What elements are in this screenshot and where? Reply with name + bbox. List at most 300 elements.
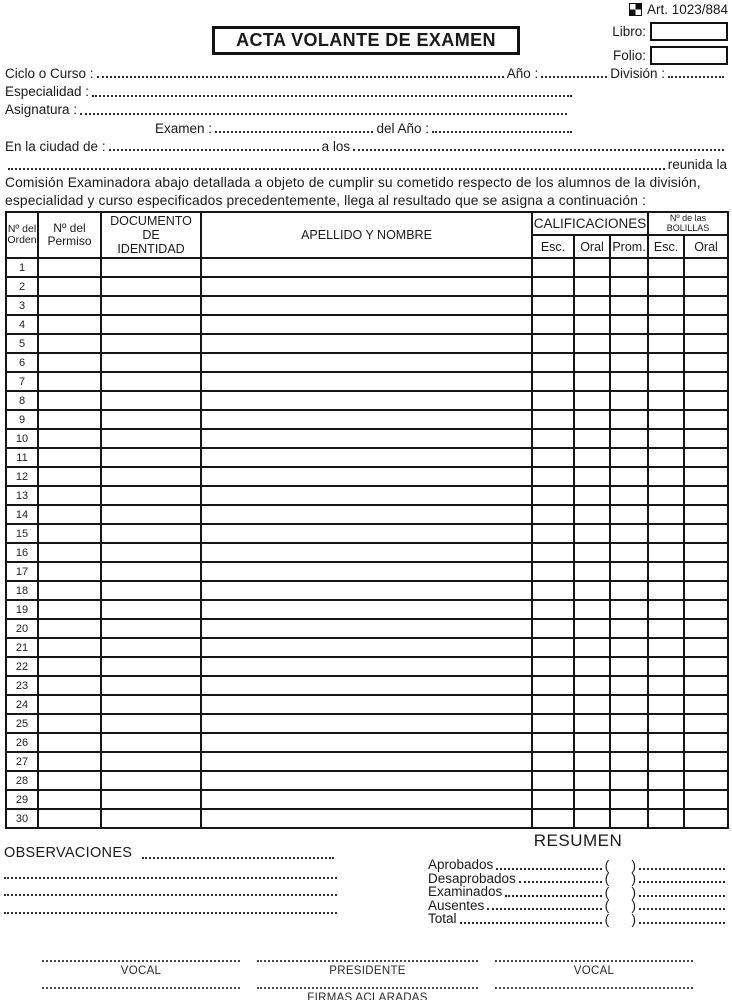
entry-cell (38, 334, 101, 353)
row-number-cell: 11 (6, 448, 38, 467)
entry-cell (38, 277, 101, 296)
entry-cell (101, 353, 201, 372)
table-row (6, 505, 728, 524)
entry-cell (532, 524, 574, 543)
resumen-item (428, 910, 728, 927)
entry-cell (648, 448, 684, 467)
entry-cell (201, 448, 532, 467)
row-number-cell: 13 (6, 486, 38, 505)
entry-cell (648, 543, 684, 562)
entry-cell (610, 790, 648, 809)
entry-cell (38, 581, 101, 600)
entry-cell (101, 410, 201, 429)
entry-cell (101, 809, 201, 828)
entry-cell (201, 657, 532, 676)
table-row (6, 562, 728, 581)
form-reference-block (612, 2, 728, 65)
entry-cell (101, 372, 201, 391)
entry-cell (38, 657, 101, 676)
table-body (6, 258, 728, 828)
ciudad-label: En la ciudad de : (5, 138, 106, 154)
entry-cell (101, 505, 201, 524)
entry-cell (38, 486, 101, 505)
entry-cell (574, 600, 610, 619)
entry-cell (532, 600, 574, 619)
entry-cell (610, 277, 648, 296)
entry-cell (101, 524, 201, 543)
entry-cell (648, 467, 684, 486)
entry-cell (574, 277, 610, 296)
entry-cell (610, 353, 648, 372)
table-row (6, 676, 728, 695)
entry-cell (648, 695, 684, 714)
entry-cell (648, 391, 684, 410)
entry-cell (201, 296, 532, 315)
entry-cell (648, 372, 684, 391)
entry-cell (201, 771, 532, 790)
row-number-cell: 30 (6, 809, 38, 828)
observaciones-header-line (4, 846, 337, 861)
entry-cell (648, 334, 684, 353)
signature-line (495, 958, 693, 962)
entry-cell (101, 448, 201, 467)
entry-cell (101, 315, 201, 334)
resumen-title: RESUMEN (533, 831, 623, 850)
table-row (6, 714, 728, 733)
entry-cell (532, 296, 574, 315)
entry-cell (101, 752, 201, 771)
entry-cell (574, 524, 610, 543)
entry-cell (101, 771, 201, 790)
entry-cell (38, 733, 101, 752)
entry-cell (684, 562, 728, 581)
entry-cell (201, 619, 532, 638)
entry-cell (201, 334, 532, 353)
table-row (6, 429, 728, 448)
row-number-cell: 19 (6, 600, 38, 619)
entry-cell (532, 676, 574, 695)
entry-cell (201, 524, 532, 543)
anio-label: Año : (506, 65, 539, 81)
firmas-aclaradas-label: FIRMAS ACLARADAS (307, 992, 428, 1000)
entry-cell (101, 543, 201, 562)
subheader-prom: Prom. (610, 235, 648, 258)
entry-cell (648, 353, 684, 372)
entry-cell (101, 486, 201, 505)
row-number-cell: 27 (6, 752, 38, 771)
asignatura-label: Asignatura : (5, 102, 78, 118)
dotted-fill (519, 881, 602, 883)
entry-cell (201, 695, 532, 714)
entry-cell (101, 638, 201, 657)
row-number-cell: 3 (6, 296, 38, 315)
entry-cell (201, 752, 532, 771)
entry-cell (648, 429, 684, 448)
subheader-esc-calif: Esc. (532, 235, 574, 258)
entry-cell (101, 581, 201, 600)
open-paren: ( (604, 910, 610, 927)
entry-cell (684, 733, 728, 752)
entry-cell (38, 695, 101, 714)
examen-blank (215, 131, 373, 133)
entry-cell (201, 315, 532, 334)
entry-cell (532, 467, 574, 486)
entry-cell (574, 467, 610, 486)
entry-cell (648, 581, 684, 600)
dotted-fill (496, 868, 601, 870)
entry-cell (532, 505, 574, 524)
entry-cell (648, 296, 684, 315)
entry-cell (574, 543, 610, 562)
entry-cell (101, 258, 201, 277)
paragraph-line-2 (5, 192, 727, 210)
table-header (6, 212, 728, 258)
entry-cell (648, 410, 684, 429)
entry-cell (532, 277, 574, 296)
signature-line (257, 958, 478, 962)
folio-box (650, 46, 728, 65)
row-number-cell: 28 (6, 771, 38, 790)
entry-cell (610, 638, 648, 657)
firma-aclarada-left (42, 985, 240, 1000)
entry-cell (684, 296, 728, 315)
entry-cell (101, 733, 201, 752)
entry-cell (610, 391, 648, 410)
dotted-fill (505, 895, 601, 897)
row-number-cell: 24 (6, 695, 38, 714)
entry-cell (574, 676, 610, 695)
table-row (6, 657, 728, 676)
col-header-permiso: Nº del Permiso (38, 212, 101, 258)
entry-cell (684, 334, 728, 353)
entry-cell (610, 619, 648, 638)
row-number-cell: 10 (6, 429, 38, 448)
row-number-cell: 29 (6, 790, 38, 809)
dotted-fill (639, 868, 725, 870)
entry-cell (610, 657, 648, 676)
entry-cell (201, 809, 532, 828)
entry-cell (574, 258, 610, 277)
vocal-left-label: VOCAL (120, 965, 162, 977)
entry-cell (684, 353, 728, 372)
form-fields (5, 64, 727, 210)
entry-cell (574, 638, 610, 657)
observaciones-blank-line (4, 879, 337, 897)
observaciones-label: OBSERVACIONES (4, 844, 133, 861)
entry-cell (684, 524, 728, 543)
entry-cell (201, 543, 532, 562)
del-anio-label: del Año : (376, 120, 429, 136)
entry-cell (201, 733, 532, 752)
entry-cell (201, 467, 532, 486)
entry-cell (648, 638, 684, 657)
entry-cell (574, 752, 610, 771)
row-number-cell: 25 (6, 714, 38, 733)
especialidad-blank (92, 95, 572, 97)
firma-aclarada-center (257, 985, 478, 1000)
entry-cell (532, 714, 574, 733)
form-title-box (212, 26, 520, 55)
entry-cell (38, 429, 101, 448)
checker-stamp-icon (629, 3, 642, 16)
entry-cell (684, 258, 728, 277)
table-row (6, 258, 728, 277)
entry-cell (684, 315, 728, 334)
entry-cell (532, 733, 574, 752)
entry-cell (574, 733, 610, 752)
libro-label: Libro: (612, 24, 646, 39)
entry-cell (38, 752, 101, 771)
entry-cell (532, 334, 574, 353)
row-number-cell: 22 (6, 657, 38, 676)
entry-cell (38, 391, 101, 410)
reunida-blank (8, 168, 665, 170)
entry-cell (201, 714, 532, 733)
a-los-label: a los (321, 138, 351, 154)
ciclo-curso-blank (97, 76, 504, 78)
entry-cell (532, 448, 574, 467)
entry-cell (101, 562, 201, 581)
table-row (6, 600, 728, 619)
entry-cell (532, 486, 574, 505)
open-paren: ( (604, 883, 610, 900)
entry-cell (101, 657, 201, 676)
entry-cell (610, 467, 648, 486)
entry-cell (38, 315, 101, 334)
table-row (6, 733, 728, 752)
entry-cell (684, 809, 728, 828)
entry-cell (610, 543, 648, 562)
entry-cell (684, 771, 728, 790)
resumen-list (428, 856, 728, 927)
dotted-fill (487, 908, 601, 910)
row-number-cell: 23 (6, 676, 38, 695)
entry-cell (38, 505, 101, 524)
entry-cell (38, 562, 101, 581)
field-line-curso (5, 64, 727, 82)
table-row (6, 619, 728, 638)
field-line-asignatura (5, 101, 570, 119)
resumen-section (428, 831, 728, 927)
entry-cell (201, 277, 532, 296)
observaciones-section (4, 846, 337, 914)
close-paren: ) (631, 856, 636, 873)
table-row (6, 315, 728, 334)
entry-cell (648, 809, 684, 828)
libro-box (650, 22, 728, 41)
entry-cell (574, 657, 610, 676)
entry-cell (574, 809, 610, 828)
entry-cell (684, 372, 728, 391)
table-row (6, 353, 728, 372)
entry-cell (610, 676, 648, 695)
entry-cell (648, 562, 684, 581)
entry-cell (574, 562, 610, 581)
entry-cell (648, 486, 684, 505)
ciclo-curso-label: Ciclo o Curso : (5, 65, 94, 81)
entry-cell (101, 467, 201, 486)
entry-cell (101, 619, 201, 638)
entry-cell (684, 467, 728, 486)
firma-aclarada-right (495, 985, 693, 1000)
entry-cell (684, 695, 728, 714)
presidente-label: PRESIDENTE (329, 965, 406, 977)
close-paren: ) (631, 910, 636, 927)
signature-row (42, 958, 693, 977)
entry-cell (684, 676, 728, 695)
entry-cell (610, 581, 648, 600)
row-number-cell: 17 (6, 562, 38, 581)
entry-cell (574, 353, 610, 372)
entry-cell (532, 353, 574, 372)
table-row (6, 334, 728, 353)
entry-cell (38, 524, 101, 543)
entry-cell (610, 695, 648, 714)
dotted-fill (639, 895, 725, 897)
entry-cell (610, 562, 648, 581)
clarified-signatures-row (42, 985, 693, 1000)
col-header-documento: DOCUMENTO DE IDENTIDAD (101, 212, 201, 258)
entry-cell (684, 505, 728, 524)
dotted-fill (639, 922, 725, 924)
article-reference (612, 2, 728, 17)
entry-cell (532, 638, 574, 657)
form-title: ACTA VOLANTE DE EXAMEN (236, 30, 496, 50)
observaciones-blank-line (4, 896, 337, 914)
reunida-label: reunida la (667, 157, 727, 173)
entry-cell (532, 619, 574, 638)
row-number-cell: 12 (6, 467, 38, 486)
table-row (6, 467, 728, 486)
entry-cell (201, 258, 532, 277)
entry-cell (684, 752, 728, 771)
subheader-oral-calif: Oral (574, 235, 610, 258)
entry-cell (648, 771, 684, 790)
table-row (6, 448, 728, 467)
entry-cell (648, 657, 684, 676)
entry-cell (574, 391, 610, 410)
dotted-fill (639, 881, 725, 883)
entry-cell (610, 752, 648, 771)
entry-cell (648, 524, 684, 543)
resumen-item-label: Ausentes (428, 897, 485, 913)
entry-cell (610, 771, 648, 790)
entry-cell (201, 372, 532, 391)
row-number-cell: 6 (6, 353, 38, 372)
division-label: División : (610, 65, 665, 81)
entry-cell (574, 410, 610, 429)
del-anio-blank (432, 131, 572, 133)
entry-cell (648, 258, 684, 277)
entry-cell (38, 467, 101, 486)
entry-cell (201, 638, 532, 657)
row-number-cell: 15 (6, 524, 38, 543)
entry-cell (648, 752, 684, 771)
row-number-cell: 14 (6, 505, 38, 524)
entry-cell (684, 581, 728, 600)
row-number-cell: 1 (6, 258, 38, 277)
libro-row (612, 22, 728, 41)
entry-cell (201, 410, 532, 429)
entry-cell (38, 353, 101, 372)
entry-cell (532, 410, 574, 429)
signature-vocal-right (495, 958, 693, 977)
field-line-especialidad (5, 82, 575, 100)
field-line-examen (5, 119, 575, 137)
close-paren: ) (631, 870, 636, 887)
resumen-item (428, 897, 728, 914)
signature-line (257, 985, 478, 989)
resumen-item-label: Examinados (428, 884, 503, 900)
close-paren: ) (631, 897, 636, 914)
entry-cell (532, 391, 574, 410)
entry-cell (38, 676, 101, 695)
entry-cell (684, 429, 728, 448)
entry-cell (684, 543, 728, 562)
entry-cell (648, 315, 684, 334)
entry-cell (684, 486, 728, 505)
observaciones-blank-line (4, 861, 337, 879)
entry-cell (684, 714, 728, 733)
row-number-cell: 18 (6, 581, 38, 600)
entry-cell (532, 695, 574, 714)
entry-cell (532, 657, 574, 676)
entry-cell (610, 486, 648, 505)
entry-cell (38, 600, 101, 619)
paragraph-text-2: especialidad y curso especificados precedentemente, llega al resultado que se asigna a continuación : (5, 193, 647, 209)
entry-cell (101, 391, 201, 410)
entry-cell (610, 448, 648, 467)
article-reference-label: Art. 1023/884 (646, 2, 728, 17)
entry-cell (648, 790, 684, 809)
entry-cell (574, 581, 610, 600)
signature-line (42, 985, 240, 989)
entry-cell (38, 296, 101, 315)
entry-cell (574, 372, 610, 391)
entry-cell (101, 790, 201, 809)
entry-cell (574, 771, 610, 790)
entry-cell (38, 258, 101, 277)
close-paren: ) (631, 883, 636, 900)
entry-cell (648, 505, 684, 524)
entry-cell (610, 524, 648, 543)
field-line-reunida (5, 155, 727, 173)
entry-cell (648, 277, 684, 296)
open-paren: ( (604, 870, 610, 887)
entry-cell (684, 638, 728, 657)
entry-cell (684, 600, 728, 619)
entry-cell (38, 448, 101, 467)
vocal-right-label: VOCAL (573, 965, 615, 977)
col-header-apellido: APELLIDO Y NOMBRE (201, 212, 532, 258)
entry-cell (610, 600, 648, 619)
resumen-item-label: Desaprobados (428, 870, 516, 886)
entry-cell (201, 429, 532, 448)
entry-cell (610, 372, 648, 391)
row-number-cell: 9 (6, 410, 38, 429)
paragraph-text-1: Comisión Examinadora abajo detallada a objeto de cumplir su cometido respecto de los alumnos de la división, (5, 175, 701, 191)
entry-cell (684, 619, 728, 638)
entry-cell (610, 714, 648, 733)
signature-line (42, 958, 240, 962)
entry-cell (532, 315, 574, 334)
entry-cell (38, 543, 101, 562)
entry-cell (38, 410, 101, 429)
entry-cell (532, 790, 574, 809)
table-row (6, 524, 728, 543)
row-number-cell: 26 (6, 733, 38, 752)
entry-cell (684, 448, 728, 467)
